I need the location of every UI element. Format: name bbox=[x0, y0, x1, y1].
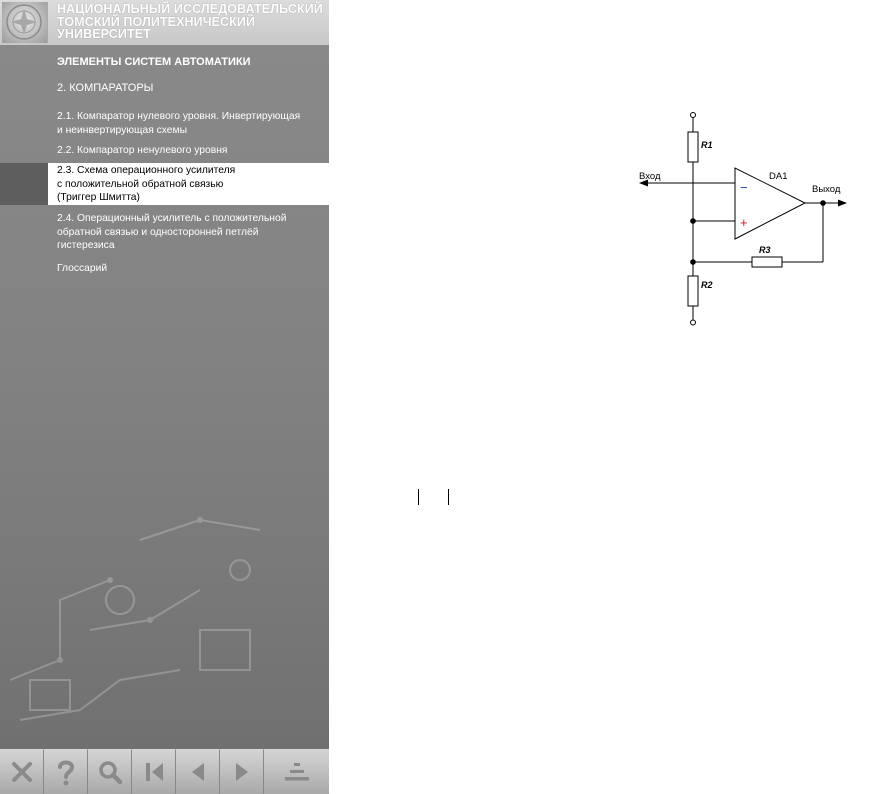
junction-dot bbox=[690, 259, 696, 265]
university-logo bbox=[2, 2, 48, 43]
plus-sign: + bbox=[740, 215, 748, 230]
contents-icon bbox=[282, 759, 312, 785]
nav-item-line: 2.1. Компаратор нулевого уровня. Инвертирующая bbox=[57, 111, 301, 122]
previous-button[interactable] bbox=[176, 749, 220, 794]
nav-item-line: (Триггер Шмитта) bbox=[57, 192, 140, 203]
help-icon bbox=[53, 758, 79, 786]
nav-item-line: 2.4. Операционный усилитель с положительной bbox=[57, 213, 287, 224]
nav-item-line: гистерезиса bbox=[57, 240, 115, 251]
course-title: ЭЛЕМЕНТЫ СИСТЕМ АВТОМАТИКИ bbox=[57, 56, 251, 68]
contents-button[interactable] bbox=[264, 749, 329, 794]
nav-item-2-3[interactable] bbox=[57, 164, 235, 205]
bottom-terminal bbox=[691, 320, 696, 325]
nav-item-line: обратной связью и односторонней петлёй bbox=[57, 226, 259, 238]
chapter-title[interactable]: 2. КОМПАРАТОРЫ bbox=[57, 82, 154, 94]
active-nav-marker bbox=[0, 163, 48, 205]
university-name bbox=[57, 3, 327, 41]
opamp-label: DA1 bbox=[769, 171, 788, 182]
nav-item-2-1[interactable] bbox=[57, 110, 322, 137]
junction-dot bbox=[820, 200, 826, 206]
previous-icon bbox=[185, 759, 211, 785]
university-name-line: УНИВЕРСИТЕТ bbox=[57, 27, 151, 41]
resistor-r3 bbox=[752, 257, 782, 267]
junction-dot bbox=[690, 218, 696, 224]
r2-label: R2 bbox=[701, 280, 713, 290]
top-terminal bbox=[691, 113, 696, 118]
crest-icon bbox=[5, 3, 43, 41]
search-button[interactable] bbox=[88, 749, 132, 794]
close-icon bbox=[9, 759, 35, 785]
r3-label: R3 bbox=[759, 245, 771, 255]
output-arrow bbox=[838, 200, 847, 207]
sidebar bbox=[0, 0, 329, 794]
nav-item-line: с положительной обратной связью bbox=[57, 178, 224, 190]
close-button[interactable] bbox=[0, 749, 44, 794]
university-name-line: ТОМСКИЙ ПОЛИТЕХНИЧЕСКИЙ bbox=[57, 14, 256, 29]
background-circuit-texture bbox=[0, 480, 329, 750]
r1-label: R1 bbox=[701, 140, 713, 150]
university-name-line: НАЦИОНАЛЬНЫЙ ИССЛЕДОВАТЕЛЬСКИЙ bbox=[57, 2, 323, 16]
text-cursor-mark bbox=[448, 489, 449, 505]
nav-item-2-4[interactable] bbox=[57, 212, 322, 253]
nav-item-line: и неинвертирующая схемы bbox=[57, 124, 188, 136]
glossary-link[interactable]: Глоссарий bbox=[57, 263, 108, 274]
text-cursor-mark bbox=[418, 489, 419, 505]
nav-item-line: 2.3. Схема операционного усилителя bbox=[57, 165, 236, 176]
schmitt-trigger-schematic bbox=[629, 108, 859, 330]
next-button[interactable] bbox=[220, 749, 264, 794]
university-header bbox=[0, 0, 329, 45]
nav-item-2-2[interactable] bbox=[57, 144, 227, 158]
help-button[interactable] bbox=[44, 749, 88, 794]
first-page-icon bbox=[141, 759, 167, 785]
resistor-r2 bbox=[688, 276, 698, 306]
output-label: Выход bbox=[812, 184, 841, 195]
first-page-button[interactable] bbox=[132, 749, 176, 794]
search-icon bbox=[97, 759, 123, 785]
next-icon bbox=[229, 759, 255, 785]
minus-sign: − bbox=[740, 180, 748, 195]
content-area bbox=[329, 0, 872, 794]
resistor-r1 bbox=[688, 132, 698, 162]
navigation-toolbar bbox=[0, 749, 329, 794]
nav-item-line: 2.2. Компаратор ненулевого уровня bbox=[57, 145, 228, 156]
input-label: Вход bbox=[639, 171, 661, 182]
